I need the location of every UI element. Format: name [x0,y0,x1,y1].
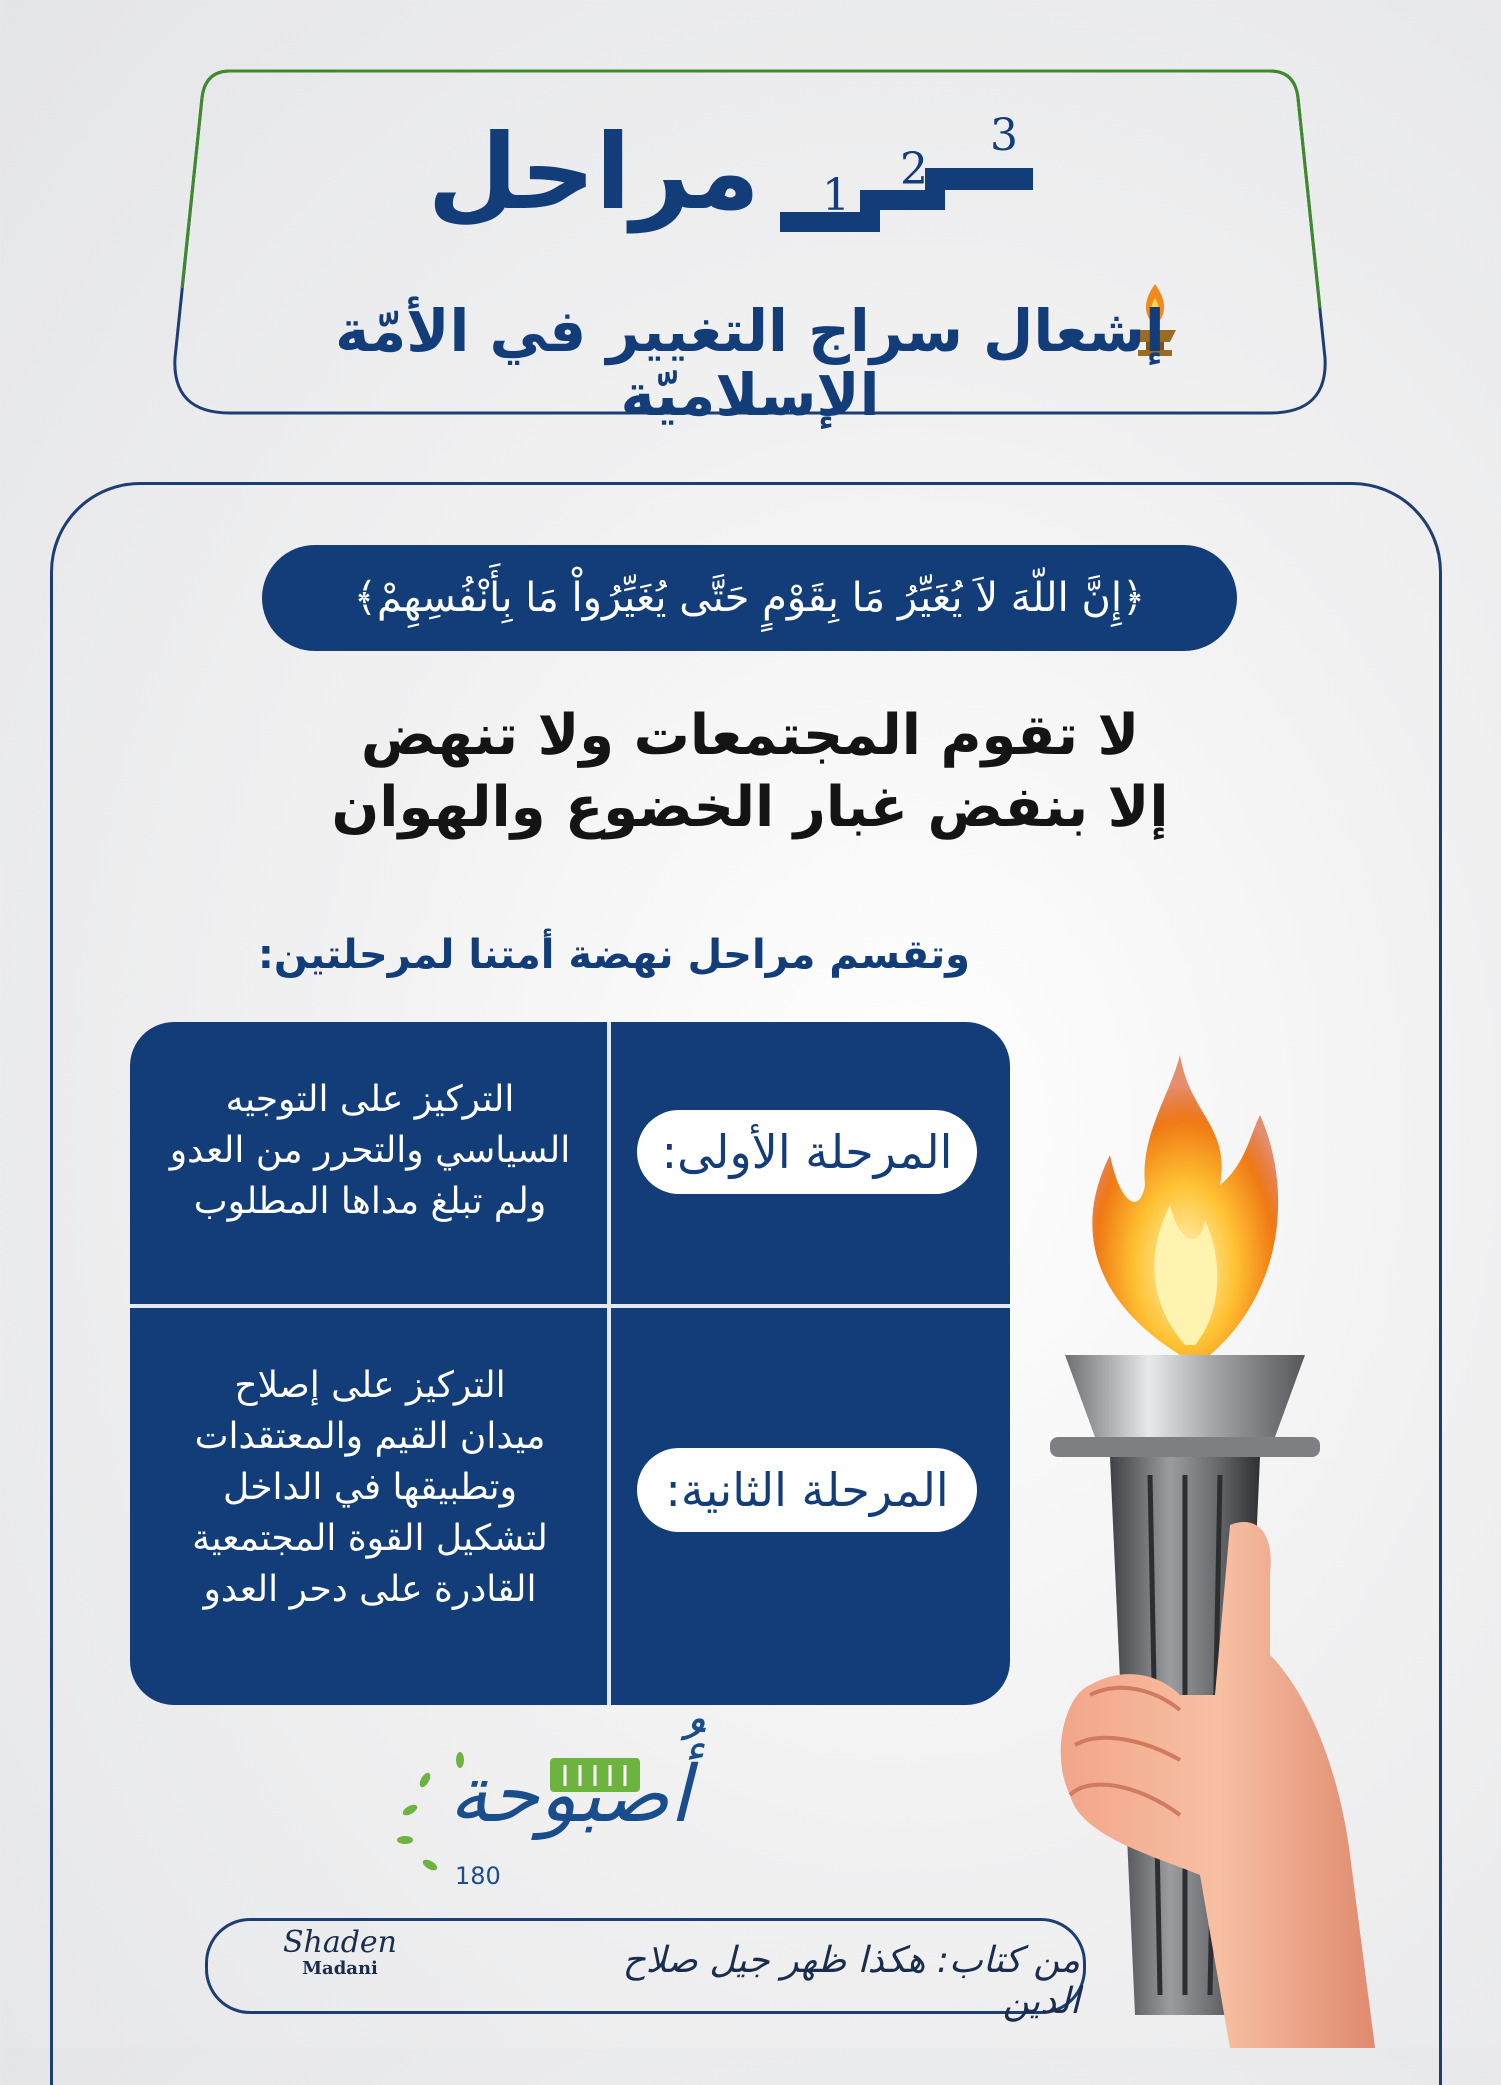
signature-last-name: Madani [302,1958,378,1979]
phase-2-line: التركيز على إصلاح [234,1365,506,1406]
headline [260,700,1240,843]
headline-line-1: لا تقوم المجتمعات ولا تنهض [360,703,1140,768]
table-divider-vertical [607,1022,611,1705]
book-source: من كتاب: هكذا ظهر جيل صلاح الدين [622,1940,1080,2022]
phase-2-line: ميدان القيم والمعتقدات [194,1416,546,1458]
step-number-2: 2 [900,144,928,195]
phase-2-line: وتطبيقها في الداخل [223,1467,517,1509]
page-subtitle: إشعال سراج التغيير في الأمّة الإسلاميّة [335,297,1165,429]
phases-table [130,1022,1010,1705]
verse-banner [262,545,1237,651]
phase-1-line: التركيز على التوجيه [225,1079,515,1120]
intro-text: وتقسم مراحل نهضة أمتنا لمرحلتين: [257,932,970,978]
phase-1-line: ولم تبلغ مداها المطلوب [193,1181,547,1223]
phase-1-line: السياسي والتحرر من العدو [169,1130,571,1172]
steps-icon [780,110,1060,235]
phase-2-description [150,1360,590,1616]
phase-2-line: القادرة على دحر العدو [203,1569,537,1611]
page-title: مراحل [427,111,760,233]
signature-first-name: Shaden [282,1925,398,1960]
headline-line-2: إلا بنفض غبار الخضوع والهوان [331,774,1169,840]
verse-text: ﴿إِنَّ اللّهَ لاَ يُغَيِّرُ مَا بِقَوْمٍ حَتَّى يُغَيِّرُواْ مَا بِأَنْفُسِهِمْ﴾ [353,575,1146,621]
phase-1-description [150,1074,590,1227]
logo-number: 180 [455,1862,501,1890]
author-signature [255,1925,425,1998]
torch-illustration [1030,1055,1390,2048]
phase-2-line: لتشكيل القوة المجتمعية [192,1518,548,1560]
phase-2-label: المرحلة الثانية: [637,1448,977,1532]
step-number-1: 1 [822,170,850,221]
phase-1-label: المرحلة الأولى: [637,1110,977,1194]
logo-wordmark: أُصبوحة [449,1750,691,1840]
step-number-3: 3 [990,110,1018,161]
table-divider-horizontal [130,1304,1010,1308]
